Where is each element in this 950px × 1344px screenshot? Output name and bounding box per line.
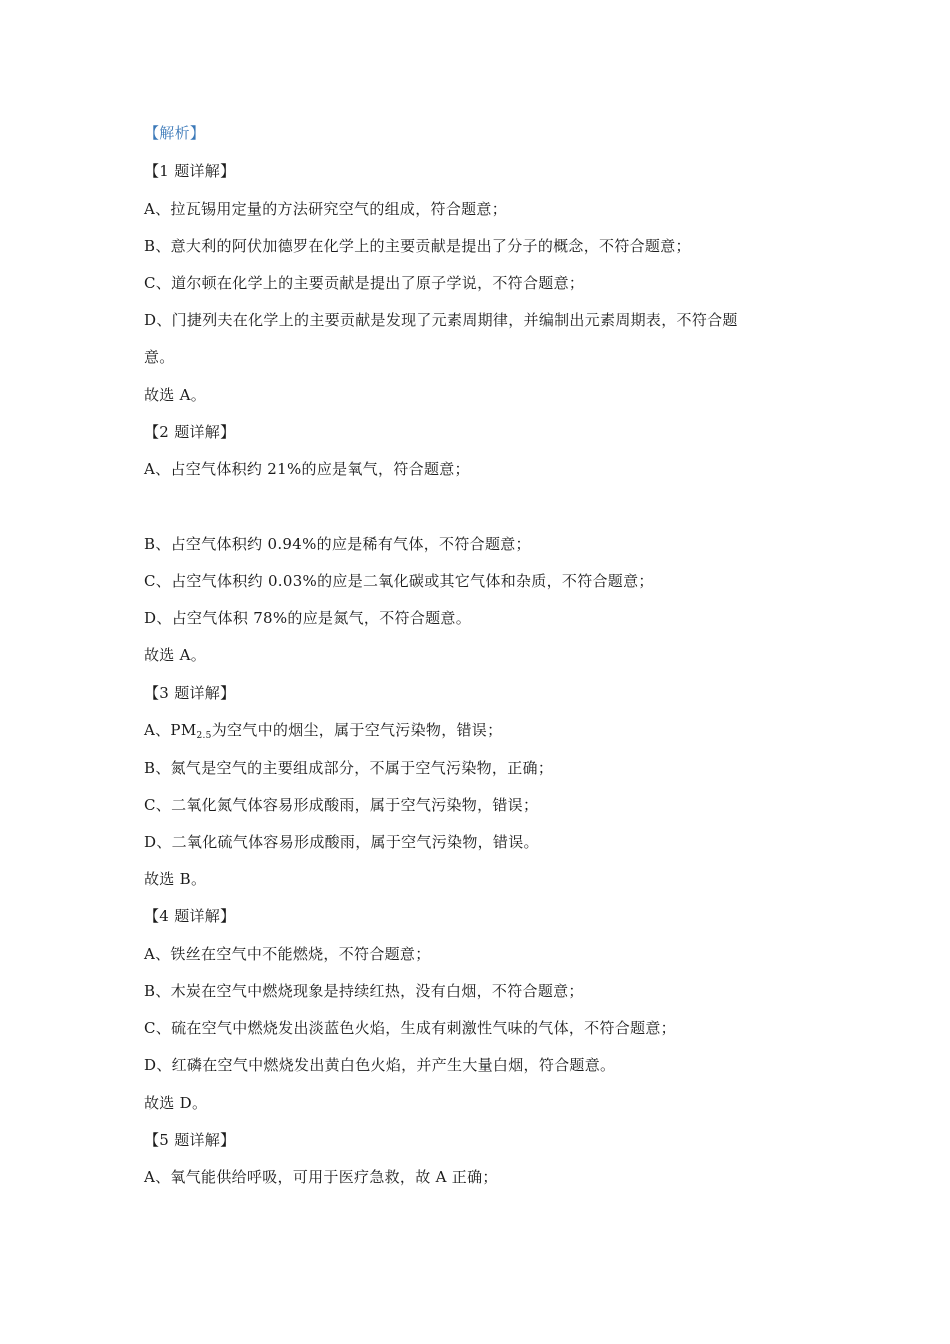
section-3-line-a-suffix: 为空气中的烟尘，属于空气污染物，错误； bbox=[211, 721, 503, 739]
section-3-line-d: D、二氧化硫气体容易形成酸雨，属于空气污染物，错误。 bbox=[144, 833, 539, 851]
section-5-line-a: A、氧气能供给呼吸，可用于医疗急救，故 A 正确； bbox=[144, 1168, 498, 1186]
section-1-answer: 故选 A。 bbox=[144, 386, 207, 404]
section-3-answer: 故选 B。 bbox=[144, 870, 207, 888]
section-4-title: 【4 题详解】 bbox=[144, 907, 236, 925]
section-1-line-b: B、意大利的阿伏加德罗在化学上的主要贡献是提出了分子的概念，不符合题意； bbox=[144, 237, 691, 255]
section-2-line-b: B、占空气体积约 0.94%的应是稀有气体，不符合题意； bbox=[144, 535, 531, 553]
section-4-line-d: D、红磷在空气中燃烧发出黄白色火焰，并产生大量白烟，符合题意。 bbox=[144, 1056, 616, 1074]
section-4-answer: 故选 D。 bbox=[144, 1094, 208, 1112]
section-1-line-d: D、门捷列夫在化学上的主要贡献是发现了元素周期律，并编制出元素周期表，不符合题 bbox=[144, 311, 738, 329]
section-2-line-d: D、占空气体积 78%的应是氮气，不符合题意。 bbox=[144, 609, 472, 627]
section-1-title: 【1 题详解】 bbox=[144, 162, 236, 180]
section-1-line-d-cont: 意。 bbox=[144, 348, 175, 366]
section-3-line-a-prefix: A、PM bbox=[144, 721, 197, 739]
section-4-line-a: A、铁丝在空气中不能燃烧，不符合题意； bbox=[144, 945, 431, 963]
section-3-line-b: B、氮气是空气的主要组成部分，不属于空气污染物，正确； bbox=[144, 759, 554, 777]
section-2-line-a: A、占空气体积约 21%的应是氧气，符合题意； bbox=[144, 460, 470, 478]
section-1-line-a: A、拉瓦锡用定量的方法研究空气的组成，符合题意； bbox=[144, 200, 508, 218]
section-3-line-a bbox=[144, 720, 502, 740]
section-1-line-c: C、道尔顿在化学上的主要贡献是提出了原子学说，不符合题意； bbox=[144, 274, 585, 292]
section-4-line-b: B、木炭在空气中燃烧现象是持续红热，没有白烟，不符合题意； bbox=[144, 982, 584, 1000]
section-3-title: 【3 题详解】 bbox=[144, 684, 236, 702]
analysis-heading: 【解析】 bbox=[144, 124, 206, 142]
section-2-answer: 故选 A。 bbox=[144, 646, 207, 664]
section-2-line-c: C、占空气体积约 0.03%的应是二氧化碳或其它气体和杂质，不符合题意； bbox=[144, 572, 654, 590]
section-2-title: 【2 题详解】 bbox=[144, 423, 236, 441]
section-5-title: 【5 题详解】 bbox=[144, 1131, 236, 1149]
section-3-line-c: C、二氧化氮气体容易形成酸雨，属于空气污染物，错误； bbox=[144, 796, 539, 814]
pm-subscript: 2.5 bbox=[196, 731, 212, 741]
section-4-line-c: C、硫在空气中燃烧发出淡蓝色火焰，生成有刺激性气味的气体，不符合题意； bbox=[144, 1019, 676, 1037]
